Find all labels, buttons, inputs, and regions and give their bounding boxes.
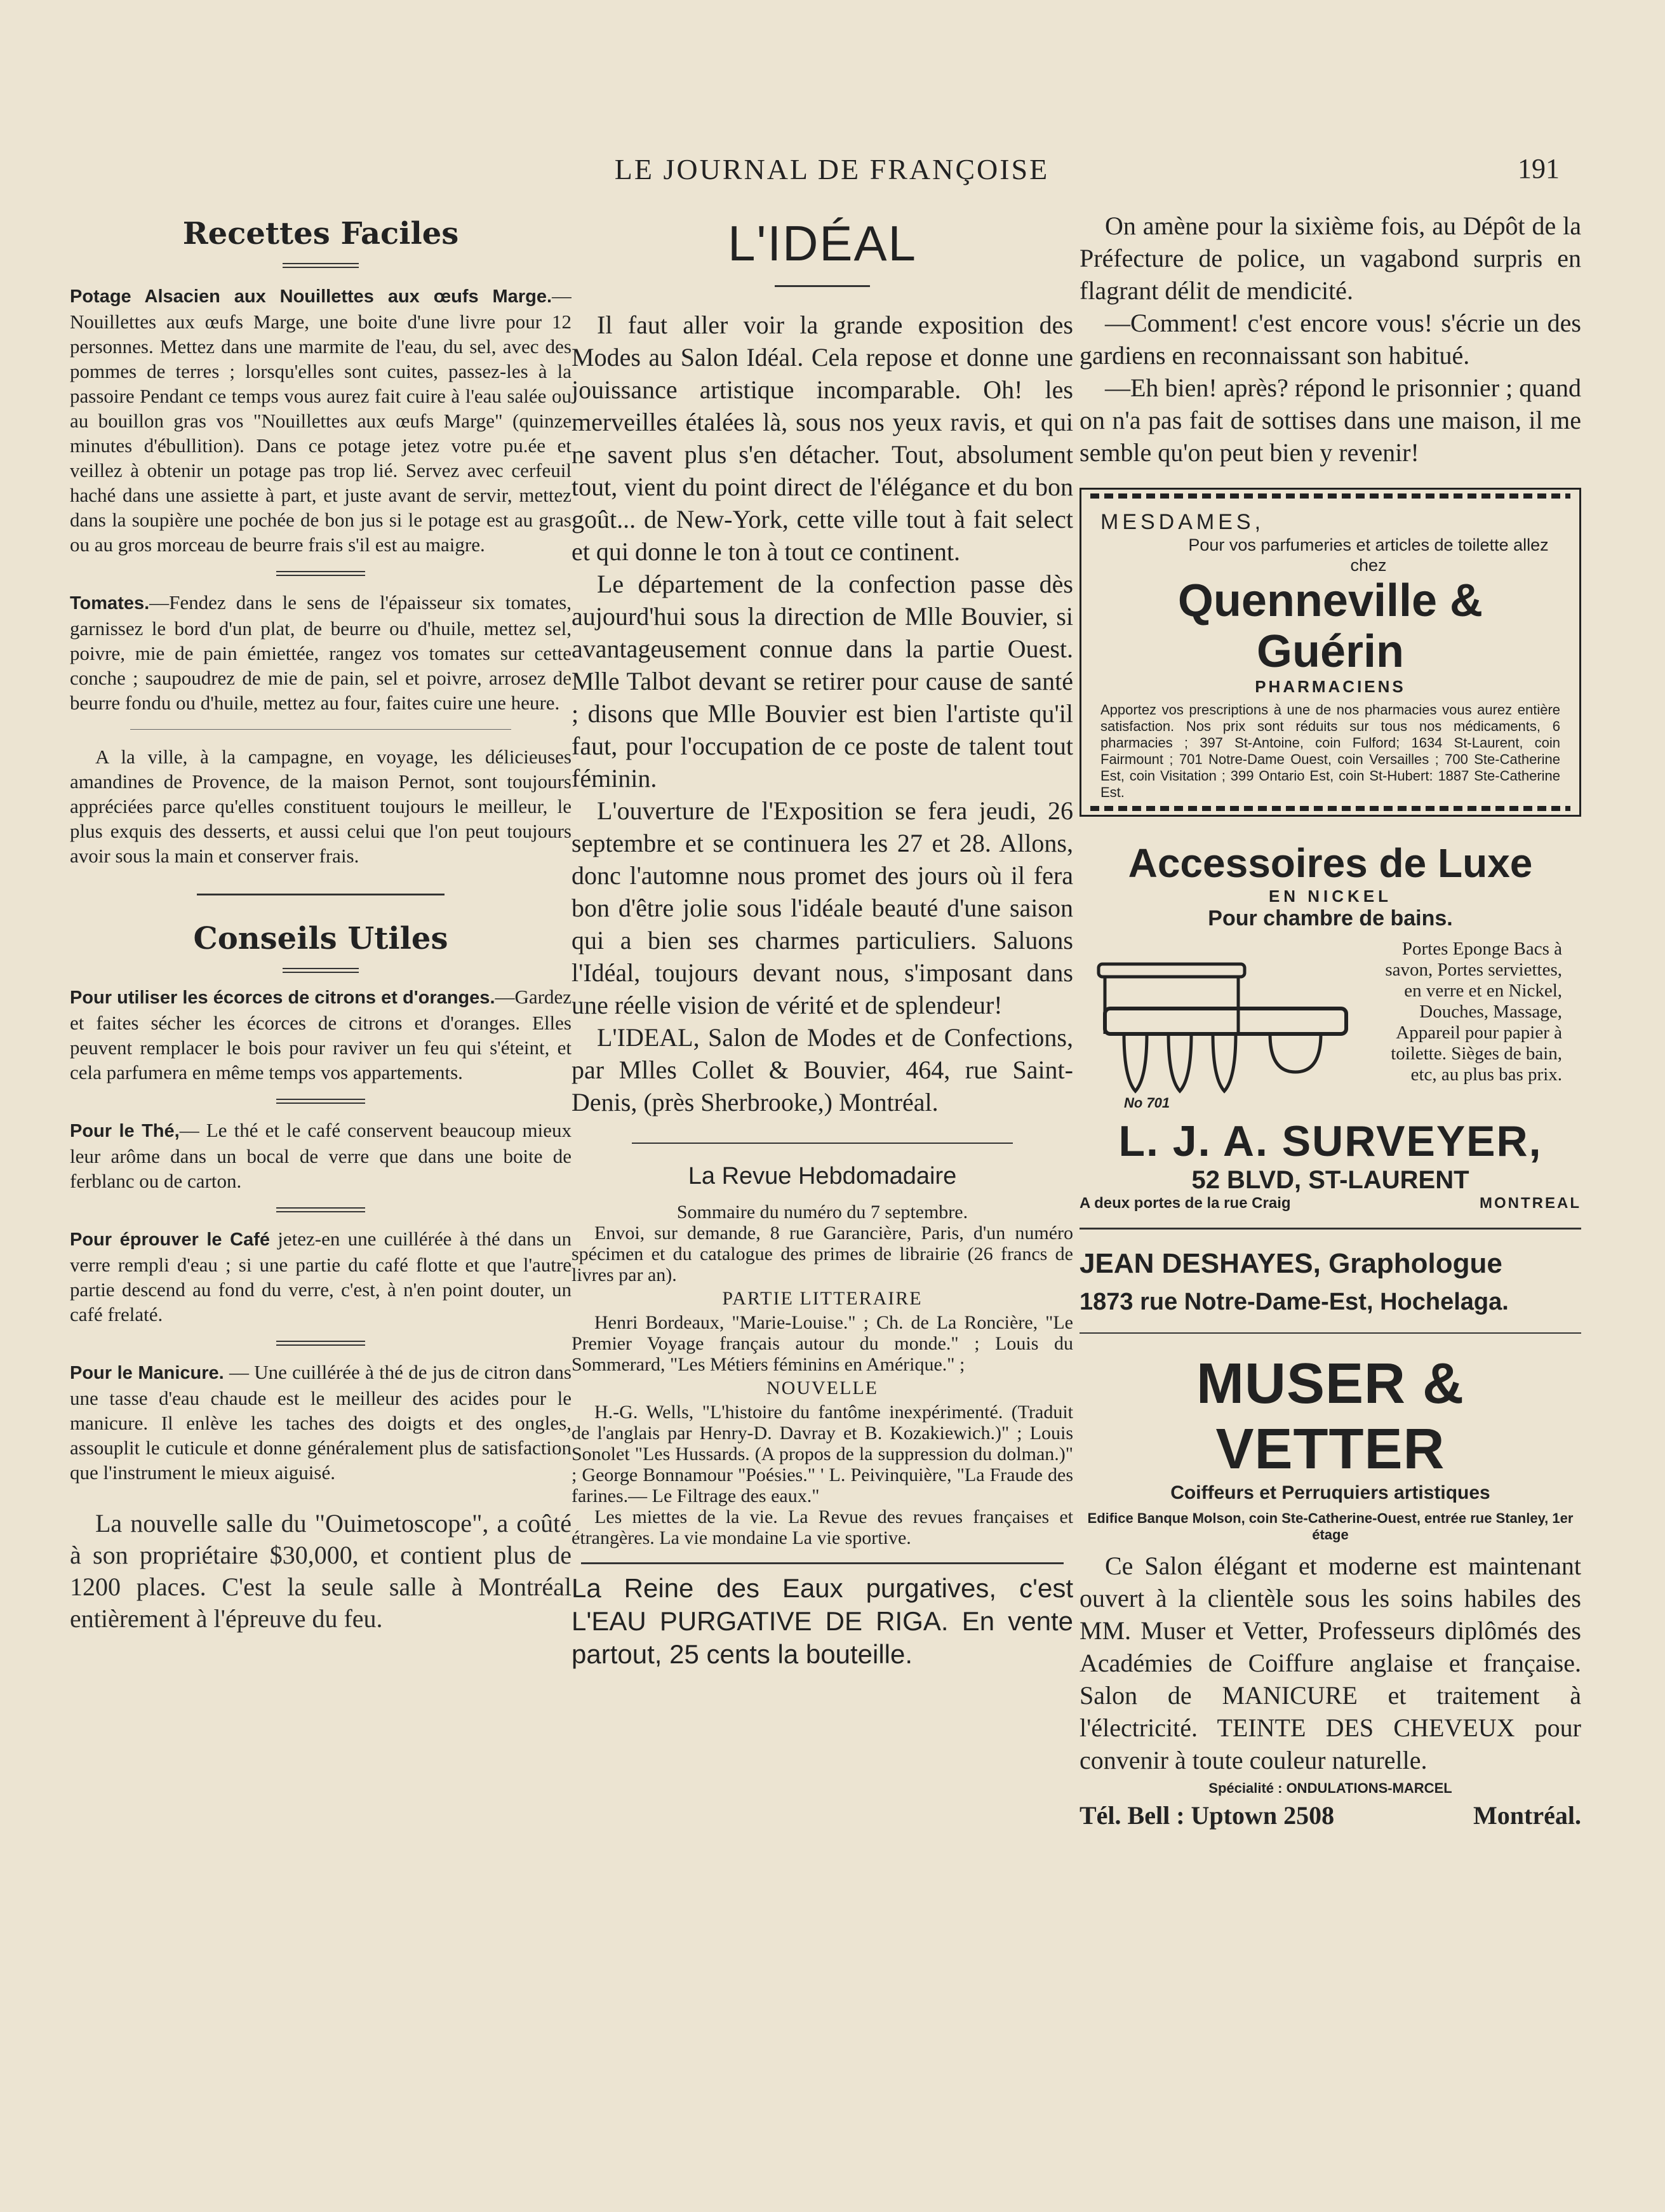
the-text: — Le thé et le café conservent beaucoup mieux leur arôme dans un bocal de verre que dans une boite de ferblanc ou de carton. (70, 1119, 572, 1192)
ideal-paragraph: Le département de la confection passe dès aujourd'hui sous la direction de Mlle Bouvier, si avantageusement connue dans la partie Ouest. Mlle Talbot devant se retirer pour cause de santé ; disons que Mlle Bouvier est bien l'artiste qu'il faut, pour l'occupation de ce poste de talent tout féminin. (572, 570, 1073, 793)
bath-rack-caption: No 701 (1124, 1095, 1170, 1111)
page-header (0, 152, 1665, 191)
quenneville-mesdames: MESDAMES, (1100, 510, 1265, 534)
ouimetoscope-text: La nouvelle salle du "Ouimetoscope", a coûté à son propriétaire $30,000, et contient plus de 1200 places. C'est la seule salle à Montréal entièrement à l'épreuve du feu. (70, 1509, 572, 1633)
revue-wells: H.-G. Wells, "L'histoire du fantôme inexpérimenté. (Traduit de l'anglais par Henry-D. Davray et B. Kozakiewich.)" ; Louis Sonolet "Les Hussards. (A propos de la suppression du dolman.)" ; George Bonnamour "Poésies." ' L. Peivinquière, "La Fraude des farines.— Le Filtrage des eaux." (572, 1402, 1073, 1506)
bath-rack-illustration (1080, 939, 1372, 1116)
quenneville-text: Apportez vos prescriptions à une de nos pharmacies vous aurez entière satisfaction. Nos prix sont réduits sur tous nos médicaments, 6 pharmacies ; 397 St-Antoine, coin Fulford; 1634 St-Laurent, coin Fairmount ; 701 Notre-Dame Ouest, coin Versailles ; 700 Ste-Catherine Est, coin Visitation ; 399 Ontario Est, coin St-Hubert: 1887 Ste-Catherine Est. (1100, 702, 1560, 800)
ecorces-lead: Pour utiliser les écorces de citrons et d'oranges. (70, 988, 495, 1008)
police-paragraph: On amène pour la sixième fois, au Dépôt de la Préfecture de police, un vagabond surpris en flagrant délit de mendicité. (1080, 211, 1581, 305)
page-number: 191 (1518, 153, 1560, 184)
divider (276, 1099, 365, 1104)
muser-contact (1080, 1800, 1581, 1830)
luxe-nickel: EN NICKEL (1268, 887, 1393, 906)
divider (775, 285, 870, 287)
revue-nouvelle: NOUVELLE (766, 1377, 878, 1398)
the-lead: Pour le Thé, (70, 1121, 180, 1141)
revue-partie: PARTIE LITTERAIRE (722, 1288, 923, 1309)
surveyer-address: 52 BLVD, ST-LAURENT (1191, 1166, 1469, 1194)
cafe-tip (70, 1226, 572, 1327)
muser-city: Montréal. (1473, 1801, 1581, 1830)
quenneville-ad (1080, 488, 1581, 817)
divider (276, 571, 365, 576)
divider (276, 1341, 365, 1346)
quenneville-intro: Pour vos parfumeries et articles de toilette allez chez (1188, 535, 1549, 575)
column-middle (572, 210, 1073, 2115)
potage-lead: Potage Alsacien aux Nouillettes aux œufs Marge. (70, 286, 552, 307)
quenneville-pharm: PHARMACIENS (1255, 677, 1406, 696)
police-paragraph: —Comment! c'est encore vous! s'écrie un des gardiens en reconnaissant son habitué. (1080, 309, 1581, 370)
manicure-tip (70, 1360, 572, 1485)
ideal-paragraph: L'IDEAL, Salon de Modes et de Confections, par Mlles Collet & Bouvier, 464, rue Saint-Denis, (près Sherbrooke,) Montréal. (572, 1023, 1073, 1116)
tomates-recipe (70, 590, 572, 715)
muser-sub: Coiffeurs et Perruquiers artistiques (1170, 1482, 1490, 1503)
revue-title: La Revue Hebdomadaire (688, 1163, 957, 1190)
muser-address: Edifice Banque Molson, coin Ste-Catherine-Ouest, entrée rue Stanley, 1er étage (1087, 1510, 1574, 1543)
surveyer-location (1080, 1195, 1581, 1212)
journal-title: LE JOURNAL DE FRANÇOISE (614, 153, 1050, 185)
divider (130, 729, 511, 730)
surveyer-city: MONTREAL (1480, 1195, 1581, 1212)
potage-text: —Nouillettes aux œufs Marge, une boite d'une livre pour 12 personnes. Mettez dans une marmite de l'eau, du sel, avec des pommes de terres ; lorsqu'elles sont cuites, passez-les à la passoire Pendant ce temps vous aurez fait cuire à l'eau salée ou au bouillon gras vos "Nouillettes aux œufs Marge" (quinze minutes d'ébullition). Dans ce potage jetez votre pu.ée et veillez à obtenir un potage pas trop lié. Servez avec cerfeuil haché dans une assiette à part, et juste avant de servir, mettez dans la soupière une pochée de bon jus si le potage est au gras ou au gros morceau de beurre frais s'il est au maigre. (70, 285, 572, 556)
ecorces-tip (70, 984, 572, 1085)
column-left (70, 210, 572, 2115)
ideal-title: L'IDÉAL (728, 215, 917, 271)
section-rule (1080, 1332, 1581, 1334)
recettes-title: Recettes Faciles (182, 216, 459, 251)
ideal-paragraph: Il faut aller voir la grande exposition des Modes au Salon Idéal. Cela repose et donne une jouissance artistique incomparable. Oh! les merveilles étalées là, sous nos yeux ravis, et qui ne savent plus s'en détacher. Tout, absolument tout, vient du point direct de l'élégance et du bon goût... de New-York, cette ville tout à fait select et qui donne le ton à tout ce continent. (572, 311, 1073, 566)
section-rule (581, 1562, 1064, 1564)
cafe-text: jetez-en une cuillérée à thé dans un verre rempli d'eau ; si une partie du café flotte et que l'autre partie descend au fond du verre, c'est, à n'en point douter, un café frelaté. (70, 1228, 572, 1325)
revue-sommaire: Sommaire du numéro du 7 septembre. (676, 1202, 968, 1223)
muser-tel: Tél. Bell : Uptown 2508 (1080, 1801, 1335, 1830)
riga-ad: La Reine des Eaux purgatives, c'est L'EAU PURGATIVE DE RIGA. En vente partout, 25 cents la bouteille. (572, 1573, 1073, 1669)
manicure-lead: Pour le Manicure. (70, 1363, 224, 1383)
deshayes-address: 1873 rue Notre-Dame-Est, Hochelaga. (1080, 1289, 1509, 1315)
deshayes-name: JEAN DESHAYES, Graphologue (1080, 1248, 1502, 1279)
section-rule (632, 1143, 1013, 1144)
column-right (1080, 210, 1581, 2115)
muser-name: MUSER & VETTER (1196, 1352, 1465, 1481)
revue-miettes: Les miettes de la vie. La Revue des revues françaises et étrangères. La vie mondaine La vie sportive. (572, 1506, 1073, 1548)
conseils-title: Conseils Utiles (193, 921, 448, 956)
section-rule (1080, 1228, 1581, 1230)
surveyer-near: A deux portes de la rue Craig (1080, 1195, 1291, 1212)
revue-envoi: Envoi, sur demande, 8 rue Garancière, Paris, d'un numéro spécimen et du catalogue des primes de librairie (26 francs de livres par an). (572, 1223, 1073, 1285)
revue-litteraire: Henri Bordeaux, "Marie-Louise." ; Ch. de La Roncière, "Le Premier Voyage français autour du monde." ; Louis du Sommerard, "Les Métiers féminins en Amérique." ; (572, 1312, 1073, 1375)
section-rule (197, 894, 445, 895)
surveyer-name: L. J. A. SURVEYER, (1118, 1117, 1542, 1165)
the-tip (70, 1118, 572, 1193)
amandines-text: A la ville, à la campagne, en voyage, les délicieuses amandines de Provence, de la maison Pernot, sont toujours appréciées parce qu'elles constituent toujours le meilleur, le plus exquis des desserts, et aussi celui que l'on peut toujours avoir sous la main et conserver frais. (70, 746, 572, 867)
luxe-title: Accessoires de Luxe (1128, 840, 1533, 886)
ecorces-text: —Gardez et faites sécher les écorces de citrons et d'oranges. Elles peuvent remplacer le bois pour raviver un feu qui s'éteint, et cela parfumera en même temps vos appartements. (70, 986, 572, 1083)
manicure-text: — Une cuillérée à thé de jus de citron dans une tasse d'eau chaude est le meilleur des acides pour le manicure. Il enlève les taches des doigts et des ongles, assouplit le cuticule et donne généralement plus de satisfaction que l'instrument le mieux aiguisé. (70, 1361, 572, 1484)
quenneville-name: Quenneville & Guérin (1177, 575, 1483, 677)
potage-recipe (70, 283, 572, 557)
luxe-sub: Pour chambre de bains. (1208, 906, 1453, 930)
muser-text: Ce Salon élégant et moderne est maintenant ouvert à la clientèle sous les soins habiles des MM. Muser et Vetter, Professeurs diplômés des Académies de Coiffure anglaise et française. Salon de MANICURE et traitement à l'électricité. TEINTE DES CHEVEUX pour convenir à toute couleur naturelle. (1080, 1552, 1581, 1774)
divider (283, 263, 359, 268)
tomates-lead: Tomates. (70, 593, 150, 613)
divider (276, 1207, 365, 1212)
cafe-lead: Pour éprouver le Café (70, 1230, 270, 1250)
ideal-paragraph: L'ouverture de l'Exposition se fera jeudi, 26 septembre et se continuera les 27 et 28. Allons, donc l'automne nous promet des jours où il fera bon d'être jolie sous l'idéale beauté d'une saison qui a bien ses charmes particuliers. Saluons l'Idéal, toujours devant nous, s'imposant dans une réelle vision de vérité et de splendeur! (572, 796, 1073, 1019)
police-paragraph: —Eh bien! après? répond le prisonnier ; quand on n'a pas fait de sottises dans une maison, il me semble qu'on peut bien y revenir! (1080, 373, 1581, 467)
tomates-text: —Fendez dans le sens de l'épaisseur six tomates, garnissez le bord d'un plat, de beurre ou d'huile, mettez sel, poivre, mie de pain émiettée, rangez vos tomates sur cette conche ; saupoudrez de mie de pain, sel et poivre, arrosez de beurre fondu ou d'huile, mettez au four, faites cuire une heure. (70, 591, 572, 714)
bath-rack-icon (1080, 939, 1372, 1116)
divider (283, 968, 359, 973)
luxe-text: Portes Eponge Bacs à savon, Portes serviettes, en verre et en Nickel, Douches, Massage, Appareil pour papier à toilette. Sièges de bain, etc, au plus bas prix. (1385, 939, 1562, 1085)
luxe-body (1080, 939, 1581, 1116)
muser-specialite: Spécialité : ONDULATIONS-MARCEL (1208, 1780, 1452, 1796)
